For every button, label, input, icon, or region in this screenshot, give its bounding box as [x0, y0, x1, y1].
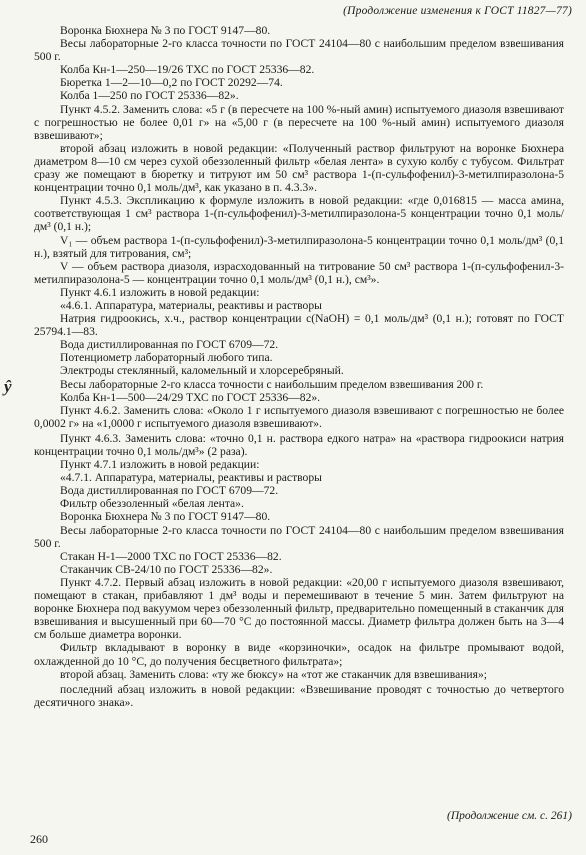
paragraph: Воронка Бюхнера № 3 по ГОСТ 9147—80.	[60, 24, 271, 37]
paragraph: Бюретка 1—2—10—0,2 по ГОСТ 20292—74.	[60, 76, 283, 90]
paragraph: Фильтр обеззоленный «белая лента».	[60, 497, 244, 511]
paragraph: Пункт 4.7.1 изложить в новой редакции:	[60, 458, 260, 472]
paragraph: Весы лабораторные 2-го класса точности с наибольшим пределом взвешивания 200 г.	[60, 377, 484, 391]
paragraph: Колба 1—250 по ГОСТ 25336—82».	[60, 89, 239, 103]
running-header: (Продолжение изменения к ГОСТ 11827—77)	[343, 5, 572, 17]
paragraph: «4.6.1. Аппаратура, материалы, реактивы и растворы	[60, 298, 322, 312]
paragraph: Натрия гидроокись, х.ч., раствор концентрации c(NaOH) = 0,1 моль/дм³ (0,1 н.); готовят по ГОСТ 25794.1—83.	[34, 312, 564, 339]
page-number: 260	[30, 832, 48, 846]
continuation-note: (Продолжение см. с. 261)	[447, 810, 572, 822]
paragraph: Пункт 4.6.1 изложить в новой редакции:	[60, 285, 260, 299]
margin-mark: ŷ	[4, 377, 12, 396]
paragraph: Пункт 4.5.2. Заменить слова: «5 г (в пересчете на 100 %-ный амин) испытуемого диазоля взвешивают с погрешностью не более 0,01 г» на «5,00 г (в пересчете на 100 %-ный амин) испытуемого диазоля взвешивают»;	[34, 102, 564, 142]
paragraph: Вода дистиллированная по ГОСТ 6709—72.	[60, 484, 279, 498]
paragraph: Весы лабораторные 2-го класса точности по ГОСТ 24104—80 с наибольшим пределом взвешивания 500 г.	[34, 523, 564, 550]
paragraph: Пункт 4.7.2. Первый абзац изложить в новой редакции: «20,00 г испытуемого диазоля взвешивают, помещают в стакан, прибавляют 1 дм³ воды и перемешивают в течение 5 мин. Затем фильтруют на воронке Бюхнера под вакуумом через обеззоленный фильтр, предварительно помещенный в стаканчик для взвешивания и высушенный при 60—70 °С до постоянной массы. Диаметр фильтра должен быть на 3—4 см больше диаметра воронки.	[34, 575, 564, 642]
paragraph: Пункт 4.6.2. Заменить слова: «Около 1 г испытуемого диазоля взвешивают с погрешностью не более 0,0002 г» на «1,0000 г испытуемого диазоля взвешивают».	[34, 403, 564, 430]
paragraph: Электроды стеклянный, каломельный и хлорсеребряный.	[60, 364, 344, 378]
paragraph: Пункт 4.6.3. Заменить слова: «точно 0,1 н. раствора едкого натра» на «раствора гидроокиси натрия концентрации точно 0,1 моль/дм³» (2 раза).	[34, 431, 564, 458]
paragraph: V₁ — объем раствора 1-(п-сульфофенил)-3-метилпиразолона-5 концентрации точно 0,1 моль/дм³ (0,1 н.), взятый для титрования, см³;	[34, 233, 564, 260]
document-body	[34, 24, 564, 709]
paragraph: Пункт 4.5.3. Экспликацию к формуле изложить в новой редакции: «где 0,016815 — масса амина, соответствующая 1 см³ раствора 1-(п-сульфофенил)-3-метилпиразолона-5 концентрации точно 0,1 моль/дм³ (0,1 н.);	[34, 194, 564, 234]
paragraph: Колба Кн-1—500—24/29 ТХС по ГОСТ 25336—82».	[60, 390, 321, 404]
paragraph: последний абзац изложить в новой редакции: «Взвешивание проводят с точностью до четвертого десятичного знака».	[34, 682, 564, 709]
paragraph: Вода дистиллированная по ГОСТ 6709—72.	[60, 338, 279, 352]
paragraph: Стакан Н-1—2000 ТХС по ГОСТ 25336—82.	[60, 549, 282, 563]
paragraph: «4.7.1. Аппаратура, материалы, реактивы и растворы	[60, 471, 322, 485]
paragraph: второй абзац изложить в новой редакции: «Полученный раствор фильтруют на воронке Бюхнера диаметром 8—10 см через сухой обеззоленный фильтр «белая лента» в сухую колбу с тубусом. Фильтрат сразу же помещают в бюретку и титруют им 50 см³ раствора 1-(п-сульфофенил)-3-метилпиразолона-5 концентрации точно 0,1 моль/дм³, как указано в п. 4.3.3».	[34, 141, 564, 195]
paragraph: второй абзац. Заменить слова: «ту же бюксу» на «тот же стаканчик для взвешивания»;	[60, 667, 487, 681]
paragraph: Весы лабораторные 2-го класса точности по ГОСТ 24104—80 с наибольшим пределом взвешивания 500 г.	[34, 37, 564, 64]
paragraph: Фильтр вкладывают в воронку в виде «корзиночки», осадок на фильтре промывают водой, охлажденной до 10 °С, до получения бесцветного фильтрата»;	[34, 641, 564, 668]
paragraph: Стаканчик СВ-24/10 по ГОСТ 25336—82».	[60, 562, 273, 576]
paragraph: Колба Кн-1—250—19/26 ТХС по ГОСТ 25336—82.	[60, 63, 315, 77]
paragraph: V — объем раствора диазоля, израсходованный на титрование 50 см³ раствора 1-(п-сульфофенил-3-метилпиразолона-5 — концентрации точно 0,1 моль/дм³ (0,1 н.), см³».	[34, 259, 564, 286]
paragraph: Воронка Бюхнера № 3 по ГОСТ 9147—80.	[60, 510, 271, 524]
paragraph: Потенциометр лабораторный любого типа.	[60, 351, 273, 365]
